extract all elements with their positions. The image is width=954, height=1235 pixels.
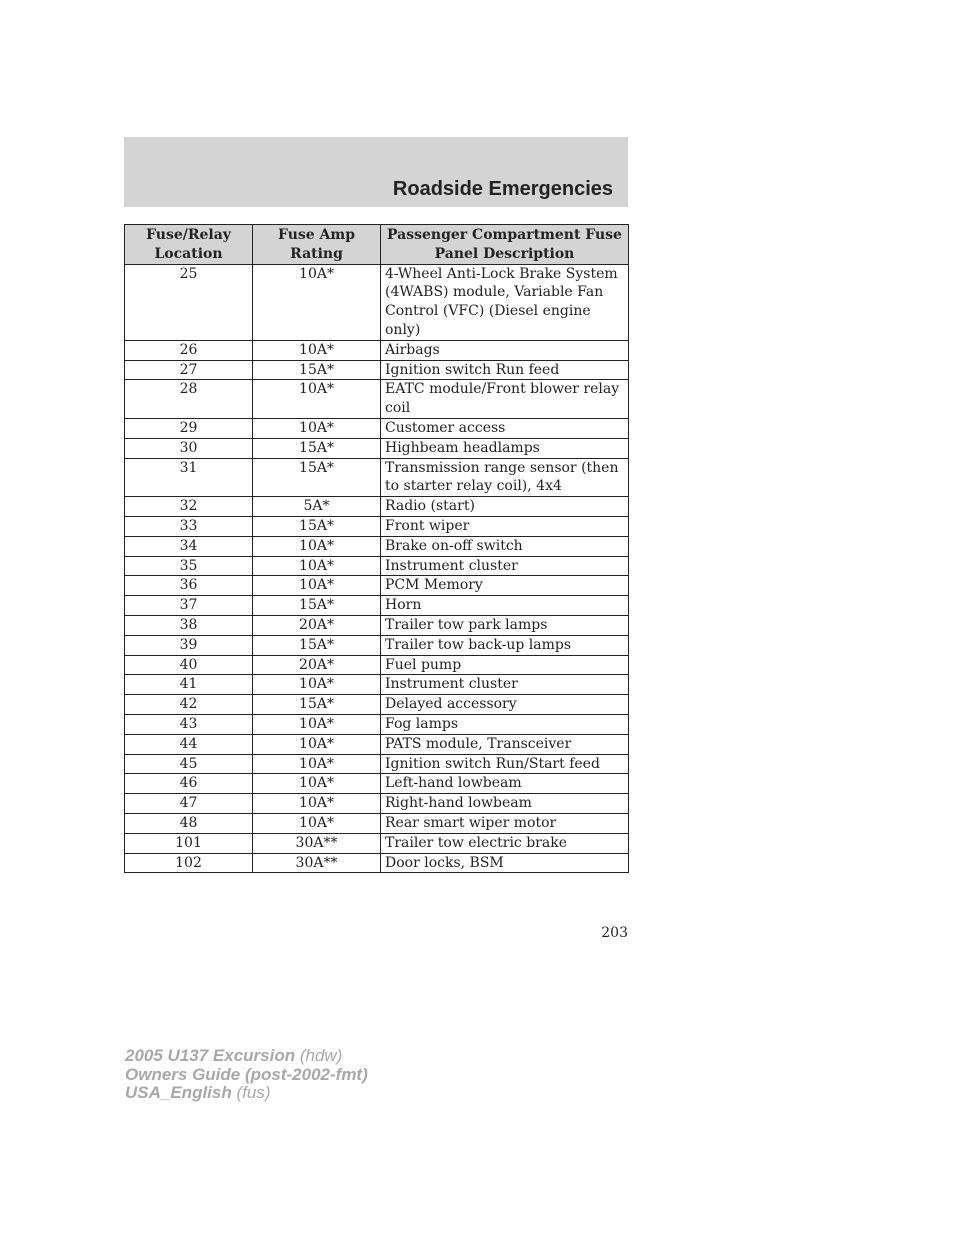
cell-location: 35 [125,556,253,576]
cell-description: Customer access [381,418,629,438]
cell-location: 46 [125,774,253,794]
cell-location: 33 [125,516,253,536]
header-rating: Fuse Amp Rating [253,225,381,265]
cell-description: Horn [381,596,629,616]
cell-rating: 15A* [253,596,381,616]
table-row [125,774,629,794]
cell-description: Trailer tow electric brake [381,833,629,853]
cell-description: Instrument cluster [381,675,629,695]
cell-location: 101 [125,833,253,853]
cell-location: 34 [125,536,253,556]
table-row [125,360,629,380]
table-row [125,458,629,497]
cell-rating: 10A* [253,813,381,833]
cell-location: 28 [125,380,253,419]
cell-location: 48 [125,813,253,833]
cell-rating: 30A** [253,833,381,853]
cell-description: Trailer tow park lamps [381,615,629,635]
cell-description: Front wiper [381,516,629,536]
footer-line-2: Owners Guide (post-2002-fmt) [125,1064,368,1084]
cell-rating: 30A** [253,853,381,873]
footer-line-3: USA_English (fus) [125,1083,271,1102]
cell-description: Fuel pump [381,655,629,675]
cell-description: Airbags [381,340,629,360]
cell-rating: 10A* [253,380,381,419]
cell-location: 26 [125,340,253,360]
cell-description: PATS module, Transceiver [381,734,629,754]
cell-rating: 20A* [253,655,381,675]
table-row [125,380,629,419]
page-number: 203 [601,925,628,941]
cell-rating: 15A* [253,438,381,458]
header-description: Passenger Compartment Fuse Panel Description [381,225,629,265]
section-header-band [124,137,628,207]
cell-location: 40 [125,655,253,675]
cell-description: Right-hand lowbeam [381,794,629,814]
table-row [125,813,629,833]
cell-rating: 15A* [253,516,381,536]
cell-rating: 10A* [253,734,381,754]
cell-rating: 15A* [253,458,381,497]
table-row [125,714,629,734]
table-row [125,497,629,517]
table-row [125,833,629,853]
cell-rating: 10A* [253,675,381,695]
cell-description: Instrument cluster [381,556,629,576]
table-row [125,754,629,774]
cell-description: Ignition switch Run/Start feed [381,754,629,774]
cell-rating: 15A* [253,635,381,655]
table-row [125,675,629,695]
cell-location: 42 [125,695,253,715]
cell-location: 45 [125,754,253,774]
cell-location: 47 [125,794,253,814]
cell-description: PCM Memory [381,576,629,596]
table-row [125,576,629,596]
cell-rating: 10A* [253,714,381,734]
table-row [125,635,629,655]
table-row [125,418,629,438]
cell-description: Fog lamps [381,714,629,734]
cell-location: 44 [125,734,253,754]
cell-location: 39 [125,635,253,655]
cell-rating: 20A* [253,615,381,635]
cell-location: 32 [125,497,253,517]
table-row [125,655,629,675]
cell-description: EATC module/Front blower relay coil [381,380,629,419]
table-row [125,556,629,576]
cell-location: 41 [125,675,253,695]
table-row [125,438,629,458]
cell-rating: 5A* [253,497,381,517]
cell-location: 102 [125,853,253,873]
table-row [125,615,629,635]
cell-rating: 10A* [253,754,381,774]
cell-description: Ignition switch Run feed [381,360,629,380]
footer-line-1: 2005 U137 Excursion (hdw) [125,1046,343,1065]
header-location: Fuse/Relay Location [125,225,253,265]
table-row [125,516,629,536]
cell-description: Door locks, BSM [381,853,629,873]
table-header-row [125,225,629,265]
section-title: Roadside Emergencies [392,178,613,200]
cell-description: 4-Wheel Anti-Lock Brake System (4WABS) module, Variable Fan Control (VFC) (Diesel engine only) [381,264,629,340]
cell-description: Rear smart wiper motor [381,813,629,833]
table-row [125,853,629,873]
fuse-table [124,224,629,873]
cell-location: 31 [125,458,253,497]
cell-location: 36 [125,576,253,596]
cell-location: 30 [125,438,253,458]
cell-rating: 15A* [253,360,381,380]
cell-rating: 10A* [253,576,381,596]
table-row [125,695,629,715]
cell-rating: 10A* [253,774,381,794]
table-body [125,264,629,873]
cell-description: Radio (start) [381,497,629,517]
cell-location: 43 [125,714,253,734]
cell-rating: 10A* [253,418,381,438]
cell-location: 29 [125,418,253,438]
cell-rating: 10A* [253,340,381,360]
cell-description: Transmission range sensor (then to starter relay coil), 4x4 [381,458,629,497]
table-row [125,734,629,754]
document-footer [125,1047,368,1103]
cell-rating: 10A* [253,794,381,814]
table-row [125,794,629,814]
cell-description: Delayed accessory [381,695,629,715]
cell-description: Highbeam headlamps [381,438,629,458]
cell-description: Left-hand lowbeam [381,774,629,794]
cell-location: 27 [125,360,253,380]
cell-rating: 10A* [253,264,381,340]
table-row [125,264,629,340]
cell-description: Brake on-off switch [381,536,629,556]
cell-location: 37 [125,596,253,616]
cell-rating: 10A* [253,556,381,576]
cell-rating: 15A* [253,695,381,715]
table-row [125,340,629,360]
cell-rating: 10A* [253,536,381,556]
cell-description: Trailer tow back-up lamps [381,635,629,655]
table-row [125,596,629,616]
cell-location: 38 [125,615,253,635]
table-row [125,536,629,556]
cell-location: 25 [125,264,253,340]
